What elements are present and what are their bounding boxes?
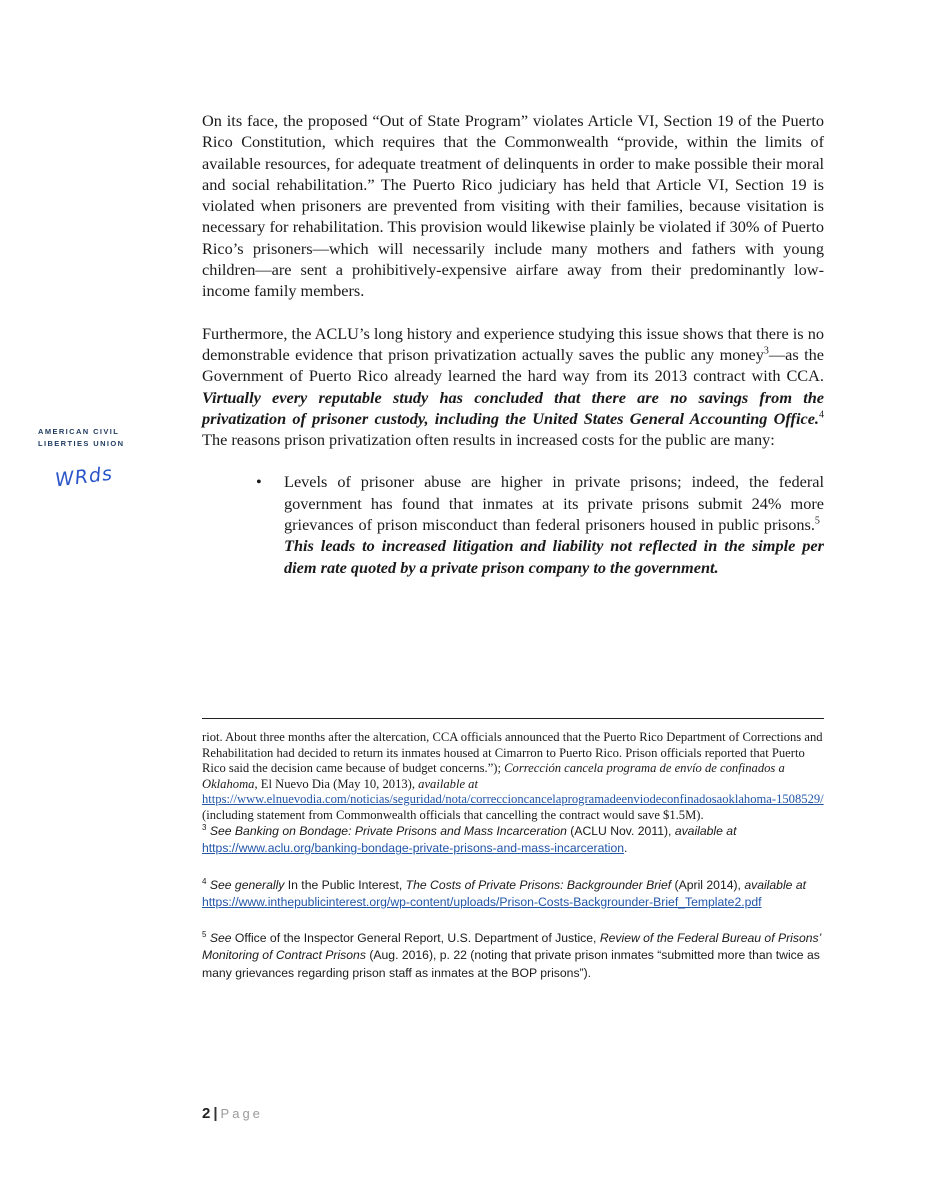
fn4-text-b: (April 2014),	[671, 877, 745, 892]
fn-cont-available: available at	[418, 776, 478, 791]
fn3-text: (ACLU Nov. 2011),	[566, 824, 675, 838]
fn5-see: See	[209, 931, 232, 946]
fn5-text-b: (Aug. 2016), p. 22 (noting that private prison inmates “submitted more than twice as many grievances regarding prison staff as inmates at the BOP prisons”).	[202, 948, 820, 980]
fn4-link[interactable]: https://www.inthepublicinterest.org/wp-content/uploads/Prison-Costs-Backgrounder-Brief_Template2.pdf	[202, 894, 762, 909]
fn-cont-title: Corrección cancela programa de envío de confinados a Oklahoma	[202, 761, 785, 791]
fn3-title: Banking on Bondage: Private Prisons and Mass Incarceration	[231, 824, 567, 838]
footnote-divider	[202, 718, 824, 719]
footnote-continuation	[202, 730, 824, 823]
footnote-number: 5	[202, 930, 207, 940]
fn5-text-a: Office of the Inspector General Report, U.S. Department of Justice,	[231, 931, 600, 946]
p2-text-a: Furthermore, the ACLU’s long history and experience studying this issue shows that there is no demonstrable evidence that prison privatization actually saves the public any money	[202, 323, 824, 364]
fn4-available: available at	[744, 877, 806, 892]
fn3-see: See	[209, 824, 232, 838]
footnote-3	[202, 823, 824, 858]
fn4-title: The Costs of Private Prisons: Backgrounder Brief	[405, 877, 672, 892]
footnote-4	[202, 877, 824, 912]
fn4-text-a: In the Public Interest,	[284, 877, 406, 892]
bullet-text: Levels of prisoner abuse are higher in private prisons; indeed, the federal government has found that inmates at its private prisons submit 24% more grievances of prison misconduct than federal prisoners housed in public prisons.	[284, 472, 824, 535]
fn3-available: available at	[674, 824, 737, 838]
fn3-link[interactable]: https://www.aclu.org/banking-bondage-private-prisons-and-mass-incarceration	[202, 841, 625, 856]
main-body	[202, 110, 824, 578]
footnote-ref-3: 3	[763, 345, 769, 357]
page-footer	[202, 1105, 263, 1122]
fn-cont-link[interactable]: https://www.elnuevodia.com/noticias/seguridad/nota/correccioncancelaprogramadeenviodeconfinadosaoklahoma-1508529/	[202, 792, 824, 806]
footnotes	[202, 730, 824, 982]
footnote-5	[202, 930, 824, 982]
sidebar-org-name	[38, 426, 124, 450]
page-separator: |	[213, 1105, 218, 1122]
footnote-ref-4: 4	[819, 409, 824, 421]
p2-text-b: —as the Government of Puerto Rico already learned the hard way from its 2013 contract with CCA.	[202, 344, 824, 386]
p2-emphasis: Virtually every reputable study has concluded that there are no savings from the privatization of prisoner custody, including the United States General Accounting Office.	[202, 387, 824, 428]
footnote-number: 4	[202, 876, 207, 886]
reasons-list	[202, 471, 824, 577]
org-name-line-2: LIBERTIES UNION	[38, 439, 125, 448]
bullet-dot: •	[256, 472, 262, 492]
fn3-end: .	[624, 841, 628, 856]
list-item	[202, 471, 824, 577]
page-number: 2	[202, 1105, 211, 1122]
page-label: Page	[220, 1106, 263, 1121]
fn-cont-text-b: , El Nuevo Dia (May 10, 2013),	[254, 776, 419, 791]
p2-text-c: The reasons prison privatization often results in increased costs for the public are many:	[202, 430, 775, 450]
paragraph-privatization	[202, 323, 824, 451]
footnote-number: 3	[202, 822, 207, 832]
org-name-line-1: AMERICAN CIVIL	[38, 427, 120, 436]
fn-cont-text-c: (including statement from Commonwealth officials that cancelling the contract would save $1.5M).	[202, 807, 704, 822]
fn-cont-text-a: riot. About three months after the altercation, CCA officials announced that the Puerto Rico Department of Corrections and Rehabilitation had decided to return its inmates housed at Cimarron to Puerto Rico. Prison officials reported that Puerto Rico said the decision came because of budget concerns.”);	[202, 730, 823, 775]
handwritten-initials: WRds	[53, 462, 115, 492]
fn4-see: See generally	[209, 877, 285, 892]
bullet-emphasis: This leads to increased litigation and liability not reflected in the simple per diem rate quoted by a private prison company to the government.	[284, 536, 824, 577]
footnote-ref-5: 5	[814, 515, 820, 527]
fn5-title: Review of the Federal Bureau of Prisons’ Monitoring of Contract Prisons	[202, 931, 821, 963]
paragraph-constitution: On its face, the proposed “Out of State Program” violates Article VI, Section 19 of the Puerto Rico Constitution, which requires that the Commonwealth “provide, within the limits of available resources, for adequate treatment of delinquents in order to make possible their moral and social rehabilitation.” The Puerto Rico judiciary has held that Article VI, Section 19 is violated when prisoners are prevented from visiting with their families, because visitation is necessary for rehabilitation. This provision would likewise plainly be violated if 30% of Puerto Rico’s prisoners—which will necessarily include many mothers and fathers with young children—are sent a prohibitively-expensive airfare away from their predominantly low-income family members.	[202, 111, 824, 301]
